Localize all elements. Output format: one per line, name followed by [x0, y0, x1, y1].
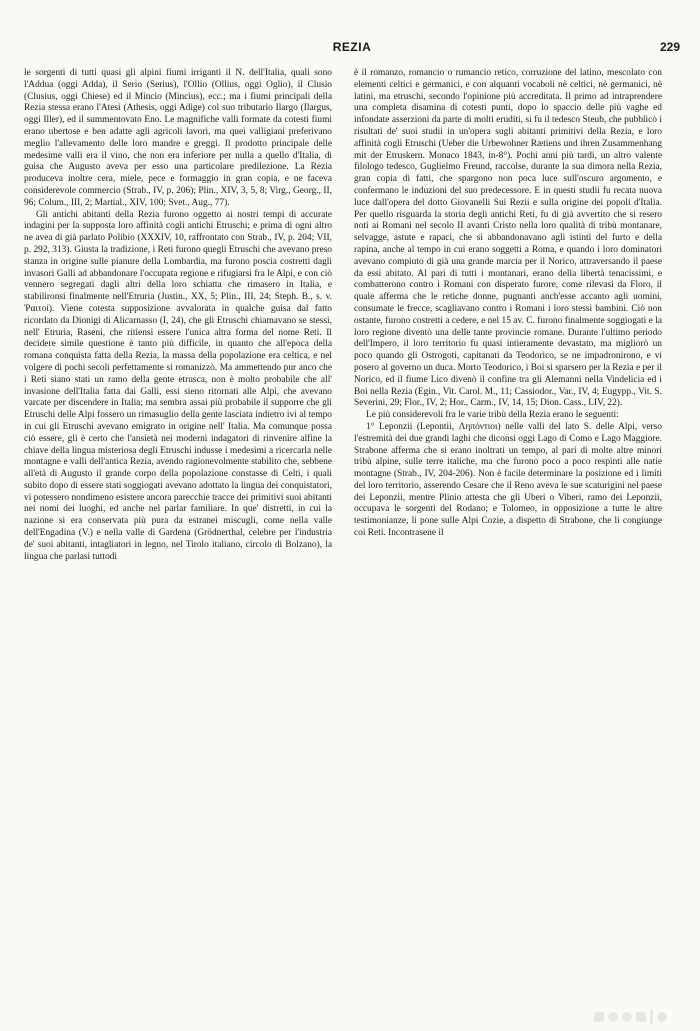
running-head [24, 40, 680, 60]
left-column [24, 68, 332, 563]
page-number: 229 [659, 40, 680, 54]
right-column [354, 68, 662, 540]
paragraph-continued: le sorgenti di tutti quasi gli alpini fiumi irriganti il N. dell'Italia, quali sono l'Addua (oggi Adda), il Serio (Serius), l'Ollio (Ollius, oggi Oglio), il Clusio (Clusius, oggi Chiese) ed il Mincio (Mincius), ecc.; ma i fiumi principali della Rezia stessa erano l'Atesi (Athesis, oggi Adige) col suo tributario Ilargo (Ilargus, oggi Iller), ed il summentovato Eno. Le magnifiche valli formate da cotesti fiumi erano ubertose e ben adatte agli agricoli lavori, ma quei valligiani preferivano meglio l'allevamento delle loro mandre e greggi. Il prodotto principale delle medesime valli era il vino, che non era inferiore per nulla a quello d'Italia, di guisa che Augusto aveva per esso una particolare predilezione. La Rezia produceva inoltre cera, miele, pece e formaggio in gran copia, e ne faceva considerevole commercio (Strab., IV, p. 206); Plin., XIV, 3, 5, 8; Virg., Georg., II, 96; Colum., III, 2; Martial., XIV, 100; Svet., Aug., 77). [24, 68, 332, 208]
running-title: REZIA [332, 40, 372, 54]
paragraph-leponzii: 1° Leponzii (Lepontii, Ληπόντιοι) nelle valli del lato S. delle Alpi, verso l'estremità dei due grandi laghi che diconsi oggi Lago di Como e Lago Maggiore. Strabone afferma che si erano inoltrati un tempo, al pari di molte altre minori tribù alpine, sulle terre italiche, ma che furono poco a poco respinti alle natie montagne (Strab., IV, 204-206). Non è facile determinare la posizione ed i limiti del loro territorio, asserendo Cesare che il Reno aveva le sue scaturigini nel paese dei Leponzii, mentre Plinio attesta che gli Uberi o Viberi, ramo dei Leponzii, occupava le sorgenti del Rodano; e Tolomeo, in opposizione a tutte le altre testimonianze, li pone sulle Alpi Cozie, a dispetto di Strabone, che li congiunge coi Reti. Incontrasene il [354, 421, 662, 539]
paragraph-tribes-intro: Le più considerevoli fra le varie tribù della Rezia erano le seguenti: [366, 410, 619, 421]
paragraph-ancient-inhabitants: Gli antichi abitanti della Rezia furono oggetto ai nostri tempi di accurate indagini per la supposta loro affinità cogli antichi Etruschi; e prima di ogni altro ne avea di già parlato Polibio (XXXIV, 10, raffrontato con Strab., IV, p. 204; VII, p. 292, 313). Giusta la tradizione, i Reti furono quegli Etruschi che avevano preso stanza in origine sulle pianure della Lombardia, ma furono poscia costretti dagli invasori Galli ad abbandonare l'occupata regione e rifugiarsi fra le Alpi, e con ciò vennero segregati dagli altri della loro schiatta che rimasero in Italia, e stabilironsi finalmente nell'Etruria (Justin., XX, 5; Plin., III, 24; Steph. B., s. v. Ῥαιτοί). Viene cotesta supposizione avvalorata in qualche guisa dal fatto ricordato da Dionigi di Alicarnasso (I, 24), che gli Etruschi chiamavano se stessi, nell' Etruria, Raseni, che ritiensi essere l'unica altra forma del nome Reti. Il decidere simile questione è tanto più difficile, in quanto che all'epoca della romana conquista fatta della Rezia, la massa della popolazione era celtica, e nel volgere di pochi secoli perfettamente si romanizzò. Ma ammettendo pur anco che i Reti siano stati un ramo della gente etrusca, non è molto probabile che all' invasione dell'Italia fatta dai Galli, essi sieno ritornati alle Alpi, che avevano varcate per discendere in Italia; ma sembra assai più probabile il supporre che gli Etruschi delle Alpi fossero un rimasuglio della gente lasciata indietro ivi al tempo in cui gli Etruschi avevano emigrato in origine nell' Italia. Ma comunque possa ciò essere, gli è certo che l'ansietà nei moderni indagatori di rinvenire alfine la chiave della lingua misteriosa degli Etruschi indusse i medesimi a ricercarla nelle montagne e valli dell'antica Rezia, avendo ragionevolmente stabilito che, sebbene all'età di Augusto il grande corpo della popolazione constasse di Celti, i quali subito dopo di essere stati soggiogati avevano adottato la lingua dei conquistatori, vi potessero nondimeno esistere ancora parecchie tracce dei primitivi suoi abitanti nei nomi dei luoghi, ed anche nel parlar familiare. In que' distretti, in cui la nazione si era conservata più pura da estranei miscugli, come nella valle dell'Engadina (V.) e nella valle di Gardena (Grödnerthal, celebre per l'industria de' suoi abitanti, intagliatori in legno, nel Tirolo italiano, circolo di Bolzano), la lingua che parlasi tuttodì [24, 209, 332, 562]
paragraph-romansh-language: è il romanzo, romancio o rumancio retico, corruzione del latino, mescolato con elementi celtici e germanici, e con alquanti vocaboli nè celtici, nè germanici, nè latini, ma etruschi, secondo l'opinione più accreditata. Il primo ad intraprendere una completa disamina di cotesti punti, dopo lo spaccio delle più vaghe ed infondate asserzioni da parte di molti eruditi, si fu il tedesco Steub, che pubblicò i risultati de' suoi studii in un'opera sugli abitanti primitivi della Rezia, e loro affinità cogli Etruschi (Ueber die Urbewohner Rætiens und ihren Zusammenhang mit der Etruskern. Monaco 1843, in-8°). Pochi anni più tardi, un altro valente filologo tedesco, Guglielmo Freund, raccolse, durante la sua dimora nella Rezia, gran copia di fatti, che spargono non poca luce sull'oscuro argomento, e confermano le induzioni del suo predecessore. E in questi studii fu recata nuova luce dall'opera del dotto Giovanelli Sui Rezii e sulla origine dei popoli d'Italia. Per quello risguarda la storia degli antichi Reti, fu di già avvertito che si resero noti ai Romani nel secolo II avanti Cristo nella loro qualità di tribù montanare, selvagge, astute e rapaci, che si abbandonavano agli istinti del furto e della rapina, anche al tempo in cui erano soggetti a Roma, e quando i loro dominatori avevano compiuto di già una grande marcia per il Norico, attraversando il paese da essi abitato. Al pari di tutti i montanari, erano della libertà tenacissimi, e combatterono contro i Romani con disperato furore, come rilevasi da Floro, il quale afferma che le retiche donne, pugnanti anch'esse accanto agli uomini, consumate le frecce, scagliavano contro i Romani i loro stessi bambini. Ciò non ostante, furono costretti a cedere, e nel 15 av. C. furono finalmente soggiogati e la loro regione diventò una delle tante provincie romane. Durante l'ultimo periodo dell'Impero, il loro territorio fu quasi intieramente devastato, ma migliorò un poco quando gli Ostrogoti, capitanati da Teodorico, se ne impadronirono, e vi posero al governo un duca. Morto Teodorico, i Boi si sparsero per la Rezia e per il Norico, ed il fiume Lico divenò il confine tra gli Alemanni nella Vindelicia ed i Boi nella Rezia (Egin., Vit. Carol. M., 11; Cassiodor., Var., IV, 4; Eugypp., Vit. S. Severini, 29; Flor., IV, 2; Hor., Carm., IV, 14, 15; Dion. Cass., LIV, 22). [354, 68, 662, 409]
watermark-logo-icon [594, 1009, 684, 1025]
